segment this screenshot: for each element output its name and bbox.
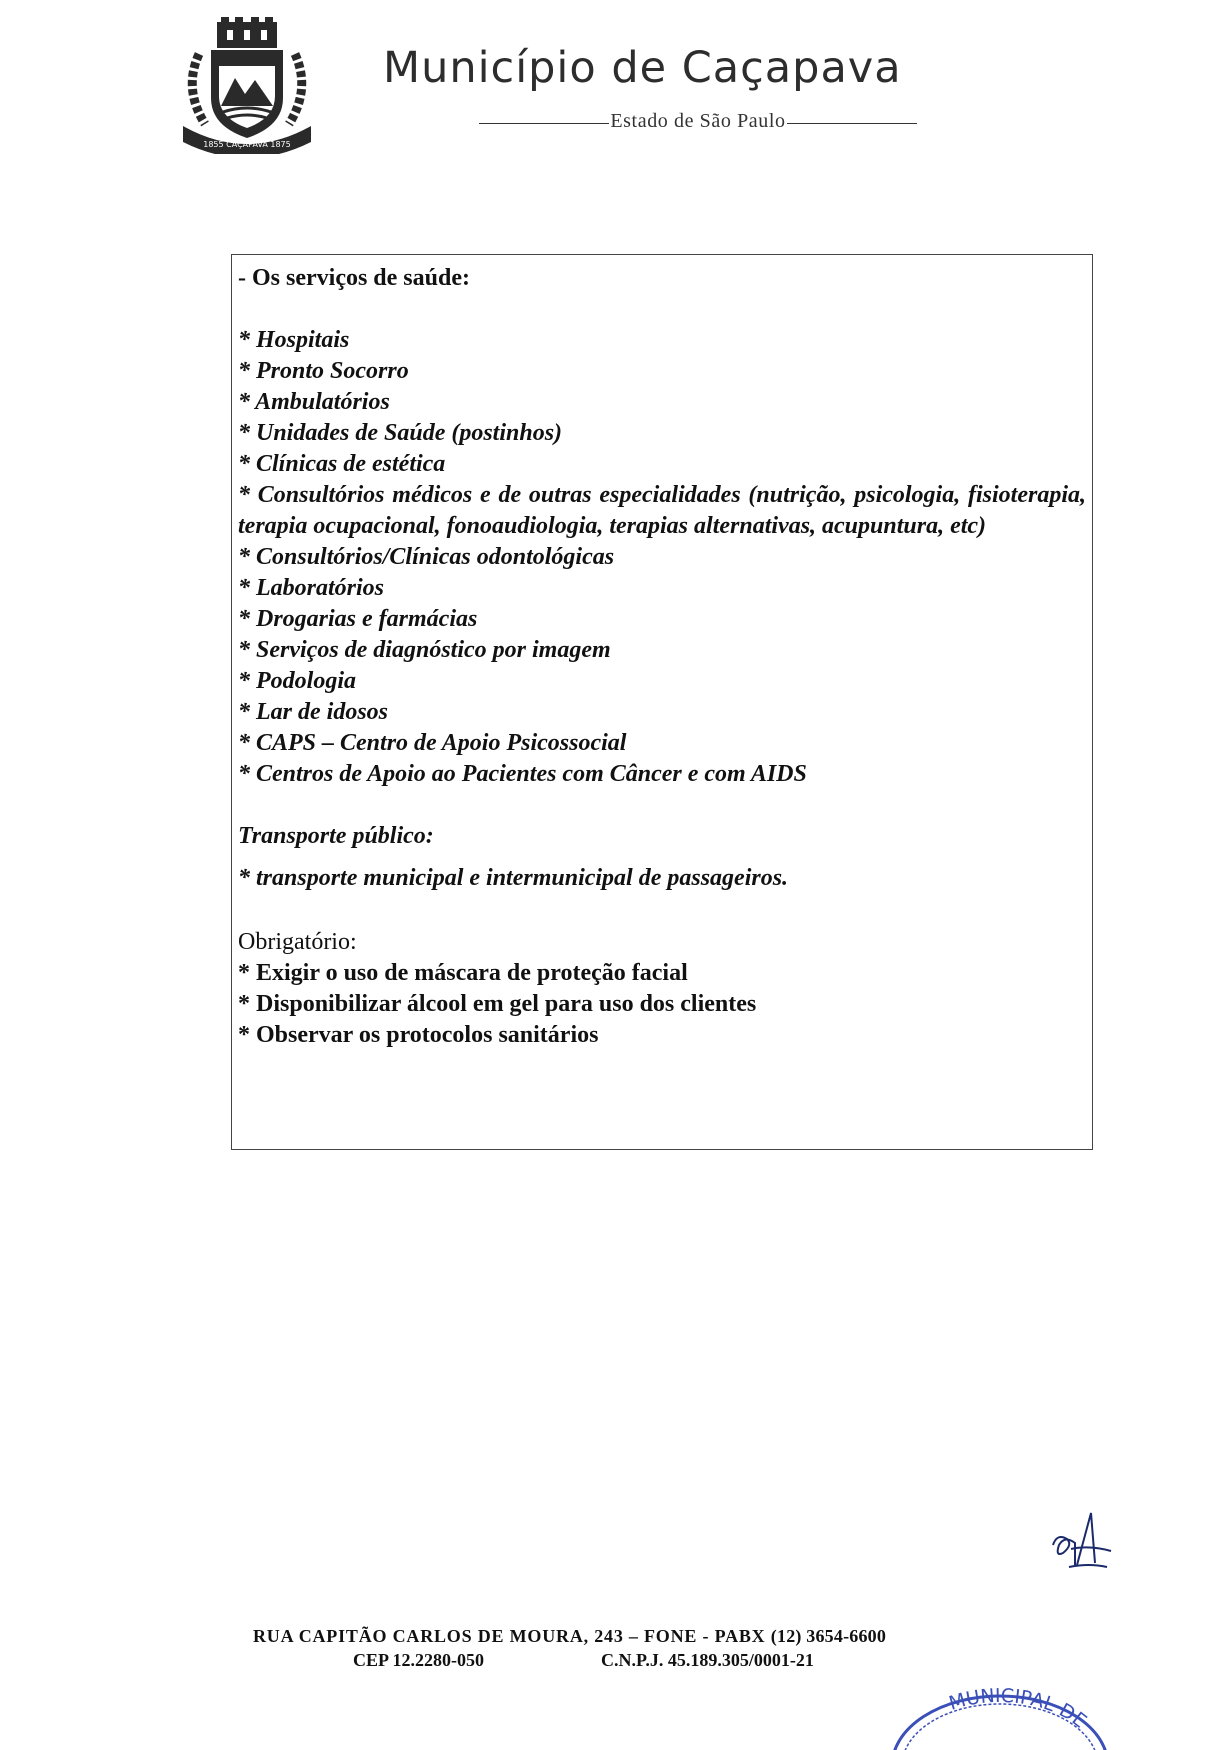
page-title: Município de Caçapava	[383, 43, 902, 93]
list-item: * Laboratórios	[238, 575, 385, 601]
health-services-heading: - Os serviços de saúde:	[238, 265, 470, 291]
list-item: * Exigir o uso de máscara de proteção facial	[238, 960, 688, 986]
footer-cep: CEP 12.2280-050	[353, 1650, 485, 1670]
transport-list	[238, 863, 1086, 894]
footer-phone: (12) 3654-6600	[770, 1626, 887, 1646]
list-item: * Centros de Apoio ao Pacientes com Câncer e com AIDS	[238, 761, 807, 787]
subtitle: Estado de São Paulo	[610, 110, 786, 132]
transport-heading: Transporte público:	[238, 823, 434, 849]
health-services-list	[238, 325, 1086, 790]
list-item: * Observar os protocolos sanitários	[238, 1022, 599, 1048]
coat-of-arms-icon	[177, 14, 317, 154]
list-item: * Hospitais	[238, 327, 350, 353]
footer-cnpj: C.N.P.J. 45.189.305/0001-21	[601, 1650, 814, 1670]
list-item: * Drogarias e farmácias	[238, 606, 478, 632]
footer-address-text: RUA CAPITÃO CARLOS DE MOURA, 243 – FONE - PABX	[253, 1626, 766, 1646]
subtitle-rule-right	[787, 122, 917, 124]
list-item: * Lar de idosos	[238, 699, 388, 725]
list-item: * Clínicas de estética	[238, 451, 446, 477]
list-item: * Podologia	[238, 668, 356, 694]
svg-text:MUNICIPAL DE: MUNICIPAL DE	[946, 1684, 1091, 1733]
list-item: * Consultórios médicos e de outras especialidades (nutrição, psicologia, fisioterapia, terapia ocupacional, fonoaudiologia, terapias alternativas, acupuntura, etc)	[238, 482, 1086, 539]
subtitle-row	[478, 110, 918, 133]
list-item: * Unidades de Saúde (postinhos)	[238, 420, 563, 446]
official-stamp-icon	[880, 1684, 1120, 1750]
handwritten-signature-icon	[1045, 1505, 1115, 1575]
list-item: * Pronto Socorro	[238, 358, 409, 384]
list-item: * CAPS – Centro de Apoio Psicossocial	[238, 730, 627, 756]
list-item: * Disponibilizar álcool em gel para uso dos clientes	[238, 991, 757, 1017]
list-item: * Ambulatórios	[238, 389, 390, 415]
mandatory-heading: Obrigatório:	[238, 929, 357, 955]
list-item: * Consultórios/Clínicas odontológicas	[238, 544, 615, 570]
services-box	[231, 254, 1093, 1150]
subtitle-rule-left	[479, 122, 609, 124]
footer-address	[253, 1626, 886, 1647]
mandatory-list	[238, 958, 1086, 1051]
svg-text:1855 CAÇAPAVA 1875: 1855 CAÇAPAVA 1875	[203, 140, 291, 149]
list-item: * transporte municipal e intermunicipal de passageiros.	[238, 865, 789, 891]
list-item: * Serviços de diagnóstico por imagem	[238, 637, 611, 663]
